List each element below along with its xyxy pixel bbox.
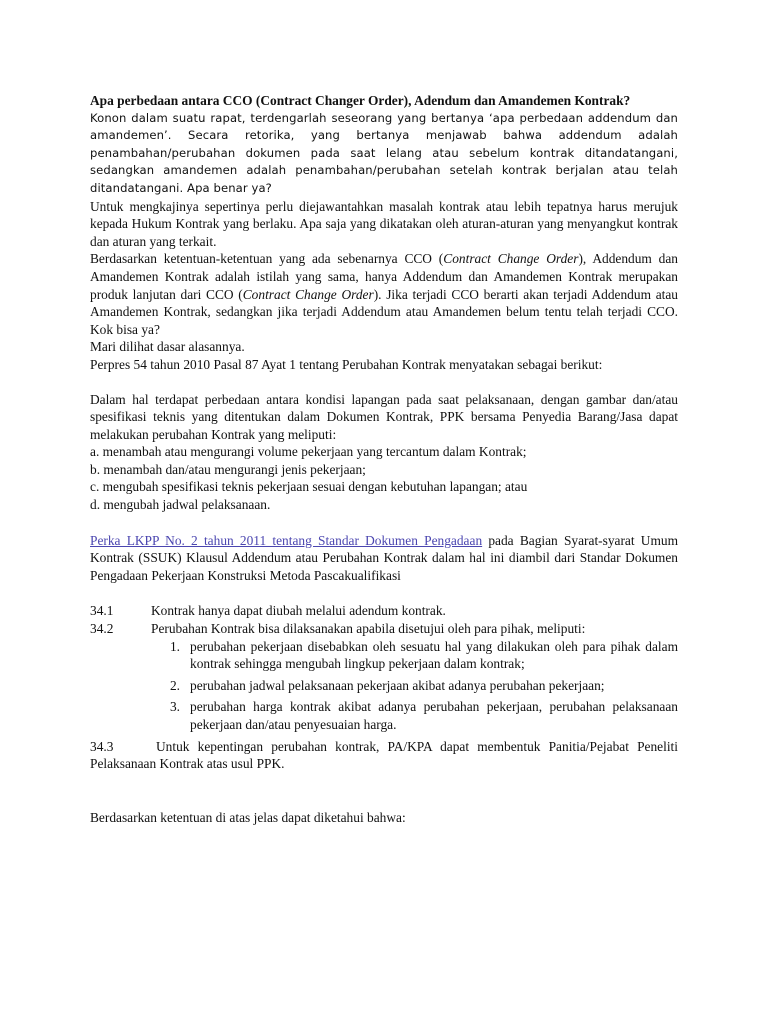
sub-item-3 (160, 698, 678, 733)
paragraph-mari: Mari dilihat dasar alasannya. (90, 339, 245, 355)
spacer (90, 514, 678, 532)
list-item-d: d. mengubah jadwal pelaksanaan. (90, 497, 271, 513)
clause-number: 34.3 (90, 738, 114, 754)
paragraph-perka (90, 532, 678, 585)
paragraph-perpres: Perpres 54 tahun 2010 Pasal 87 Ayat 1 tentang Perubahan Kontrak menyatakan sebagai berikut: (90, 356, 603, 372)
clause-34-1 (90, 602, 678, 620)
sub-item-number: 2. (169, 677, 180, 693)
list-item-c: c. mengubah spesifikasi teknis pekerjaan sesuai dengan kebutuhan lapangan; atau (90, 479, 528, 495)
clause-text: Kontrak hanya dapat diubah melalui adendum kontrak. (151, 603, 446, 619)
paragraph-untuk: Untuk mengkajinya sepertinya perlu diejawantahkan masalah kontrak atau lebih tepatnya harus merujuk kepada Hukum Kontrak yang berlaku. Apa saja yang dikatakan oleh aturan-aturan yang menyangkut kontrak dan aturan yang terkait. (90, 198, 678, 249)
sub-item-text: perubahan jadwal pelaksanaan pekerjaan akibat adanya perubahan pekerjaan; (190, 677, 605, 693)
paragraph-konon: Konon dalam suatu rapat, terdengarlah seseorang yang bertanya ‘apa perbedaan addendum dan amandemen’. Secara retorika, yang bertanya menjawab bahwa addendum adalah penambahan/perubahan dokumen pada saat lelang atau sebelum kontrak ditandatangani, sedangkan amandemen adalah penambahan/perubahan setelah kontrak berjalan atau telah ditandatangani. Apa benar ya? (90, 110, 678, 195)
sub-item-2 (160, 677, 678, 695)
text-segment: ), Addendum dan Amandemen Kontrak adalah istilah yang sama, hanya Addendum dan Amandemen Kontrak merupakan produk lanjutan dari CCO ( (90, 251, 678, 302)
document-title: Apa perbedaan antara CCO (Contract Changer Order), Adendum dan Amandemen Kontrak? (90, 93, 631, 108)
clause-number: 34.1 (90, 603, 114, 619)
text-segment: pada Bagian Syarat-syarat Umum Kontrak (SSUK) Klausul Addendum atau Perubahan Kontrak dalam hal ini diambil dari Standar Dokumen Pengadaan Pekerjaan Konstruksi Metoda Pascakualifikasi (90, 532, 678, 583)
sub-item-1 (160, 638, 678, 673)
sub-item-number: 3. (169, 699, 180, 715)
list-item-b: b. menambah dan/atau mengurangi jenis pekerjaan; (90, 461, 366, 477)
list-item-a: a. menambah atau mengurangi volume pekerjaan yang tercantum dalam Kontrak; (90, 444, 527, 460)
paragraph-berdasarkan (90, 250, 678, 338)
italic-term: Contract Change Order (242, 286, 374, 302)
sub-item-number: 1. (169, 638, 180, 654)
spacer (90, 374, 678, 391)
clause-34-2 (90, 620, 678, 638)
italic-term: Contract Change Order (443, 251, 579, 267)
text-segment: Berdasarkan ketentuan-ketentuan yang ada sebenarnya CCO ( (90, 251, 444, 267)
clause-text: Perubahan Kontrak bisa dilaksanakan apabila disetujui oleh para pihak, meliputi: (151, 621, 586, 637)
spacer (90, 584, 678, 602)
spacer (90, 791, 678, 809)
paragraph-dalam: Dalam hal terdapat perbedaan antara kondisi lapangan pada saat pelaksanaan, dengan gambar dan/atau spesifikasi teknis yang ditentukan dalam Dokumen Kontrak, PPK bersama Penyedia Barang/Jasa dapat melakukan perubahan Kontrak yang meliputi: (90, 391, 678, 442)
clause-34-3 (90, 738, 678, 773)
sub-item-text: perubahan pekerjaan disebabkan oleh sesuatu hal yang dilakukan oleh para pihak dalam kontrak sehingga mengubah lingkup pekerjaan dalam kontrak; (190, 638, 678, 672)
sub-item-text: perubahan harga kontrak akibat adanya perubahan pekerjaan, perubahan pelaksanaan pekerjaan dan/atau penyesuaian harga. (190, 699, 678, 732)
spacer (90, 773, 678, 791)
clause-number: 34.2 (90, 621, 114, 637)
paragraph-final: Berdasarkan ketentuan di atas jelas dapat diketahui bahwa: (90, 809, 406, 825)
clause-text: Untuk kepentingan perubahan kontrak, PA/KPA dapat membentuk Panitia/Pejabat Peneliti Pelaksanaan Kontrak atas usul PPK. (90, 738, 678, 772)
perka-lkpp-link[interactable]: Perka LKPP No. 2 tahun 2011 tentang Standar Dokumen Pengadaan (90, 532, 483, 548)
text-segment: ). Jika terjadi CCO berarti akan terjadi Addendum atau Amandemen Kontrak, sedangkan jika terjadi Addendum atau Amandemen belum tentu telah terjadi CCO. Kok bisa ya? (90, 286, 678, 337)
